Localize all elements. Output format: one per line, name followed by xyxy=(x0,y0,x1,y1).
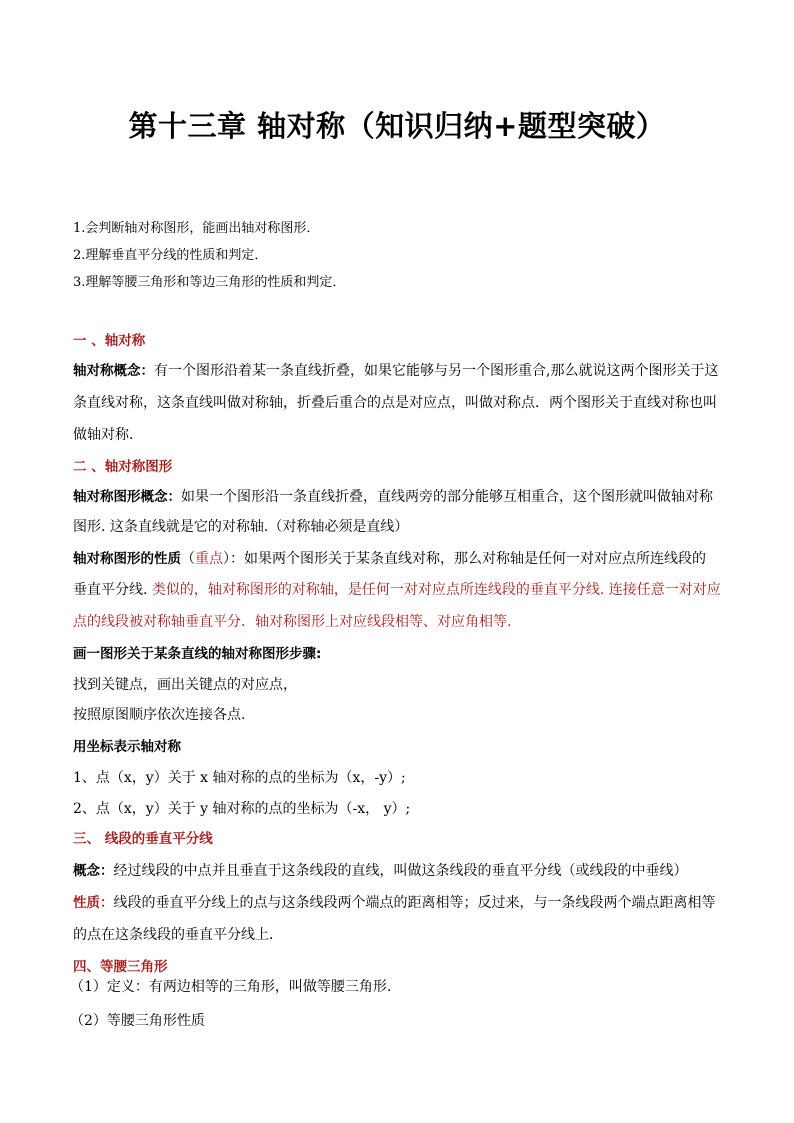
s2-property-line-2 xyxy=(73,580,733,600)
s3-prop-term: 性质： xyxy=(73,895,114,911)
s2-key-point: 重点 xyxy=(195,551,223,567)
s4-property: （2）等腰三角形性质 xyxy=(70,1013,205,1029)
s1-paragraph-line-2: 条直线对称，这条直线叫做对称轴，折叠后重合的点是对应点，叫做对称点．两个图形关于直线对称也叫 xyxy=(73,395,717,411)
s2-paragraph-line-2: 图形. 这条直线就是它的对称轴.（对称轴必须是直线） xyxy=(73,519,409,535)
s3-concept-term: 概念： xyxy=(73,863,114,879)
s1-text-1: 有一个图形沿着某一条直线折叠，如果它能够与另一个图形重合,那么就说这两个图形关于这 xyxy=(154,363,719,379)
objective-1: 1.会判断轴对称图形，能画出轴对称图形． xyxy=(73,221,320,236)
section-heading-1: 一 、轴对称 xyxy=(73,333,146,349)
page-title: 第十三章 轴对称（知识归纳+题型突破） xyxy=(128,109,666,143)
s1-term: 轴对称概念： xyxy=(73,363,154,379)
s2-term: 轴对称图形概念： xyxy=(73,489,181,505)
step-2: 按照原图顺序依次连接各点. xyxy=(73,707,246,723)
s2-property-line-1 xyxy=(73,549,733,569)
s2-prop-text-2a: 垂直平分线. xyxy=(73,582,152,598)
s2-prop-term: 轴对称图形的性质 xyxy=(73,551,181,567)
section-heading-3: 三、 线段的垂直平分线 xyxy=(73,831,213,847)
s3-prop-text-1: 线段的垂直平分线上的点与这条线段两个端点的距离相等；反过来，与一条线段两个端点距离相等 xyxy=(113,895,716,911)
s2-prop-open: （ xyxy=(181,551,195,567)
s1-paragraph-line-1 xyxy=(73,361,733,381)
s2-text-1: 如果一个图形沿一条直线折叠，直线两旁的部分能够互相重合，这个图形就叫做轴对称 xyxy=(181,489,713,505)
coord-heading: 用坐标表示轴对称 xyxy=(73,739,181,755)
step-1: 找到关键点，画出关键点的对应点， xyxy=(73,677,297,693)
objective-2: 2.理解垂直平分线的性质和判定． xyxy=(73,248,268,263)
coord-rule-2: 2、点（x，y）关于 y 轴对称的点的坐标为（-x， y）; xyxy=(73,801,411,817)
s2-paragraph-line-1 xyxy=(73,487,733,507)
s3-property-line-1 xyxy=(73,893,733,913)
s3-concept-text: 经过线段的中点并且垂直于这条线段的直线，叫做这条线段的垂直平分线（或线段的中垂线） xyxy=(113,863,688,879)
s2-prop-text-1: ：如果两个图形关于某条直线对称，那么对称轴是任何一对对应点所连线段的 xyxy=(230,551,706,567)
s4-definition: （1）定义：有两边相等的三角形，叫做等腰三角形. xyxy=(70,979,392,995)
s2-prop-close: ） xyxy=(223,551,230,567)
s1-paragraph-line-3: 做轴对称． xyxy=(73,427,143,443)
objective-3: 3.理解等腰三角形和等边三角形的性质和判定． xyxy=(73,275,346,290)
section-heading-2: 二 、轴对称图形 xyxy=(73,459,173,475)
steps-heading: 画一图形关于某条直线的轴对称图形步骤: xyxy=(73,646,322,662)
coord-rule-1: 1、点（x，y）关于 x 轴对称的点的坐标为（x，-y）; xyxy=(73,770,406,786)
section-heading-4: 四、等腰三角形 xyxy=(73,959,168,975)
s2-property-line-3: 点的线段被对称轴垂直平分．轴对称图形上对应线段相等、对应角相等. xyxy=(73,614,512,630)
s3-property-line-2: 的点在这条线段的垂直平分线上． xyxy=(73,927,283,943)
s3-concept-line xyxy=(73,861,733,881)
s2-prop-text-2b: 类似的，轴对称图形的对称轴，是任何一对对应点所连线段的垂直平分线. 连接任意一对对应 xyxy=(151,582,721,598)
